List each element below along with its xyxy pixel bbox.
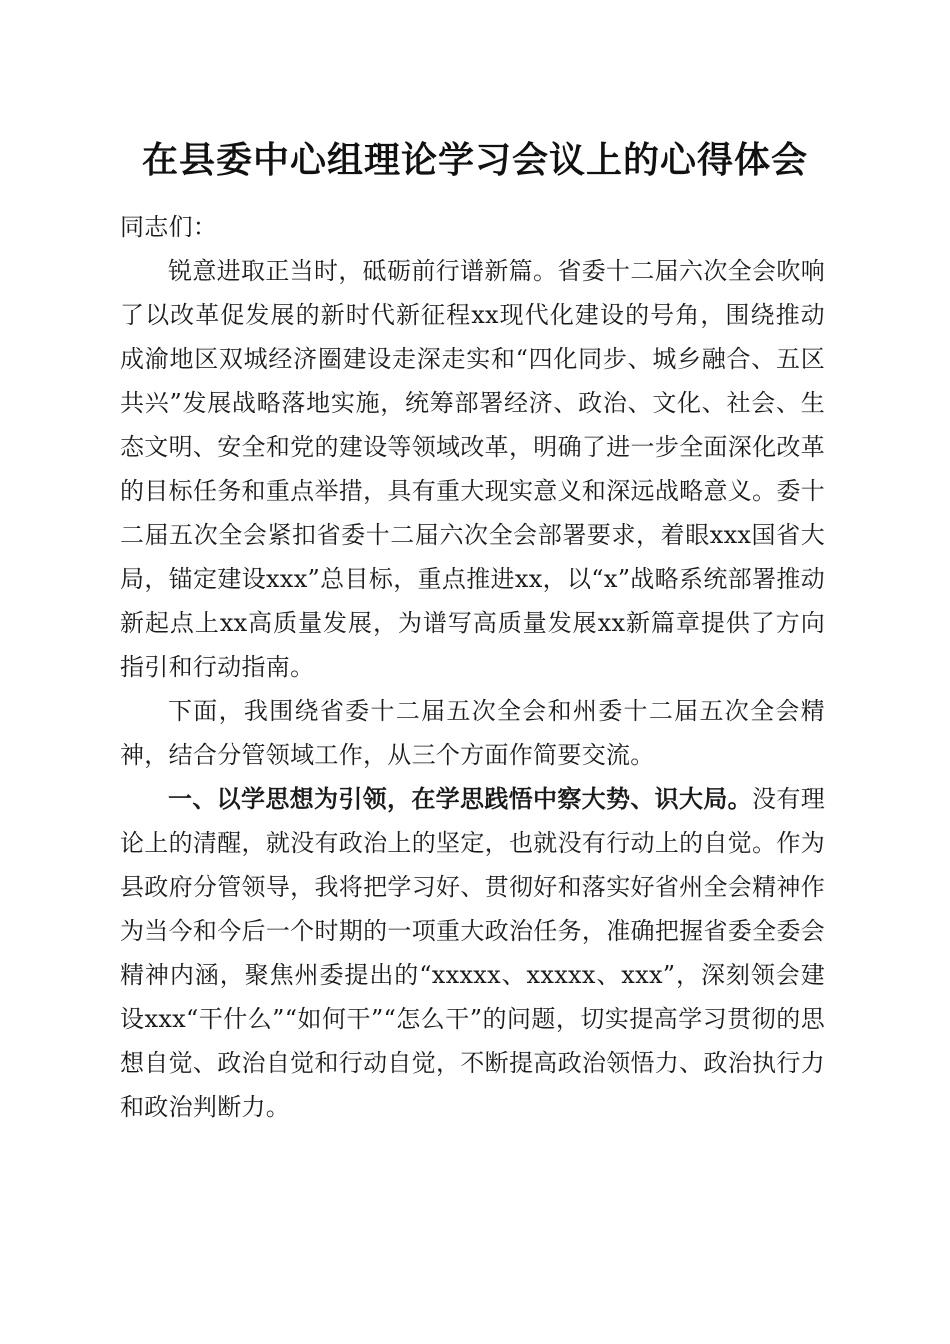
greeting: 同志们： xyxy=(120,213,218,241)
paragraph-text: 没有理论上的清醒，就没有政治上的坚定，也就没有行动上的自觉。作为县政府分管领导，我将把学习好、贯彻好和落实好省州全会精神作为当今和今后一个时期的一项重大政治任务，准确把握省委全委会精神内涵，聚焦州委提出的“xxxxx、xxxxx、xxx”，深刻领会建设xxx“干什么”“如何干”“怎么干”的问题，切实提高学习贯彻的思想自觉、政治自觉和行动自觉，不断提高政治领悟力、政治执行力和政治判断力。 xyxy=(120,785,825,1121)
section-heading: 一、以学思想为引领，在学思践悟中察大势、识大局。 xyxy=(168,785,753,813)
paragraph-section-one xyxy=(120,777,825,1129)
paragraph-text: 锐意进取正当时，砥砺前行谱新篇。省委十二届六次全会吹响了以改革促发展的新时代新征程xx现代化建设的号角，围绕推动成渝地区双城经济圈建设走深走实和“四化同步、城乡融合、五区共兴”发展战略落地实施，统筹部署经济、政治、文化、社会、生态文明、安全和党的建设等领域改革，明确了进一步全面深化改革的目标任务和重点举措，具有重大现实意义和深远战略意义。委十二届五次全会紧扣省委十二届六次全会部署要求，着眼xxx国省大局，锚定建设xxx”总目标，重点推进xx，以“x”战略系统部署推动新起点上xx高质量发展，为谱写高质量发展xx新篇章提供了方向指引和行动指南。 xyxy=(120,257,825,681)
paragraph-text: 下面，我围绕省委十二届五次全会和州委十二届五次全会精神，结合分管领域工作，从三个方面作简要交流。 xyxy=(120,697,825,769)
document-title: 在县委中心组理论学习会议上的心得体会 xyxy=(141,139,808,181)
paragraph-outline xyxy=(120,689,825,777)
paragraph-intro xyxy=(120,249,825,689)
document-body xyxy=(120,205,825,1129)
